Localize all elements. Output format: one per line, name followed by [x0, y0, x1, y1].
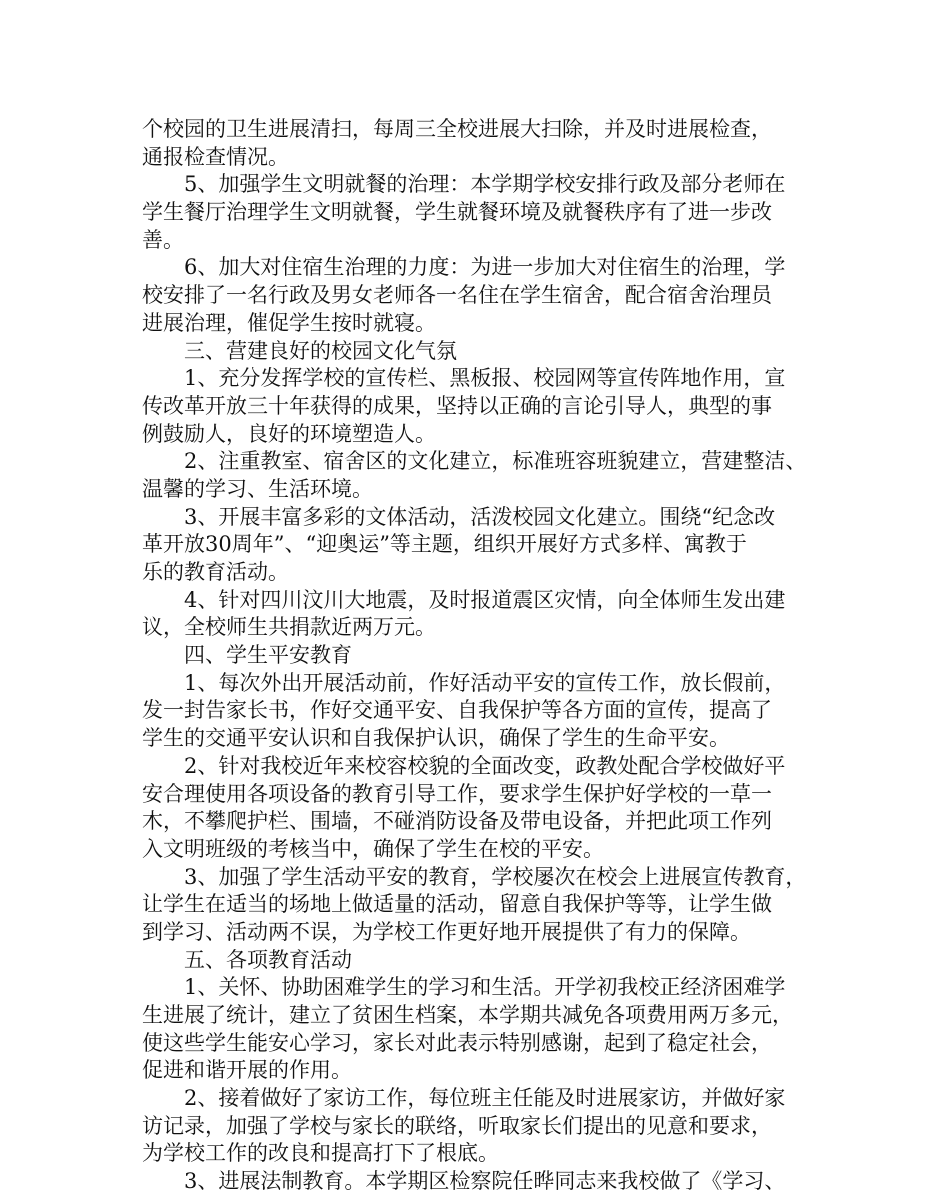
paragraph-start-line: 5、加强学生文明就餐的治理：本学期学校安排行政及部分老师在 — [184, 172, 786, 197]
text-line: 学生餐厅治理学生文明就餐，学生就餐环境及就餐秩序有了进一步改 — [142, 200, 772, 225]
text-line: 为学校工作的改良和提高打下了根底。 — [142, 1141, 499, 1166]
text-line: 促进和谐开展的作用。 — [142, 1058, 352, 1083]
text-line: 校安排了一名行政及男女老师各一名住在学生宿舍，配合宿舍治理员 — [142, 283, 772, 308]
text-line: 乐的教育活动。 — [142, 560, 289, 584]
text-line: 传改革开放三十年获得的成果，坚持以正确的言论引导人，典型的事 — [142, 393, 772, 418]
paragraph-start-line: 2、针对我校近年来校容校貌的全面改变，政教处配合学校做好平 — [184, 753, 786, 778]
text-line: 学生的交通平安认识和自我保护认识，确保了学生的生命平安。 — [142, 726, 730, 751]
text-line: 让学生在适当的场地上做适量的活动，留意自我保护等等，让学生做 — [142, 892, 772, 917]
text-line: 例鼓励人，良好的环境塑造人。 — [142, 421, 436, 446]
paragraph-start-line: 3、开展丰富多彩的文体活动，活泼校园文化建立。围绕“纪念改 — [184, 504, 776, 529]
paragraph-start-line: 五、各项教育活动 — [184, 947, 352, 972]
text-line: 个校园的卫生进展清扫，每周三全校进展大扫除，并及时进展检查， — [142, 117, 772, 141]
text-line: 发一封告家长书，作好交通平安、自我保护等各方面的宣传，提高了 — [142, 698, 772, 723]
paragraph-start-line: 四、学生平安教育 — [184, 643, 352, 668]
paragraph-start-line: 三、营建良好的校园文化气氛 — [184, 338, 457, 363]
text-line: 革开放30周年”、“迎奥运”等主题，组织开展好方式多样、寓教于 — [142, 532, 747, 557]
paragraph-start-line: 3、进展法制教育。本学期区检察院任晔同志来我校做了《学习、 — [184, 1169, 786, 1194]
text-line: 温馨的学习、生活环境。 — [142, 476, 373, 501]
text-line: 善。 — [142, 227, 184, 252]
paragraph-start-line: 1、每次外出开展活动前，作好活动平安的宣传工作，放长假前， — [184, 670, 786, 695]
paragraph-start-line: 4、针对四川汶川大地震，及时报道震区灾情，向全体师生发出建 — [184, 587, 786, 612]
paragraph-start-line: 3、加强了学生活动平安的教育，学校屡次在校会上进展宣传教育， — [184, 864, 807, 889]
paragraph-start-line: 2、注重教室、宿舍区的文化建立，标准班容班貌建立，营建整洁、 — [184, 449, 807, 474]
text-line: 进展治理，催促学生按时就寝。 — [142, 310, 436, 335]
text-line: 议，全校师生共捐款近两万元。 — [142, 615, 436, 640]
text-line: 安合理使用各项设备的教育引导工作，要求学生保护好学校的一草一 — [142, 781, 772, 806]
document-body — [142, 116, 832, 1196]
text-line: 访记录，加强了学校与家长的联络，听取家长们提出的见意和要求， — [142, 1113, 772, 1138]
text-line: 通报检查情况。 — [142, 144, 289, 169]
text-line: 到学习、活动两不误，为学校工作更好地开展提供了有力的保障。 — [142, 919, 751, 944]
paragraph-start-line: 1、关怀、协助困难学生的学习和生活。开学初我校正经济困难学 — [184, 975, 786, 1000]
text-line: 入文明班级的考核当中，确保了学生在校的平安。 — [142, 836, 604, 861]
paragraph-start-line: 6、加大对住宿生治理的力度：为进一步加大对住宿生的治理，学 — [184, 255, 786, 280]
paragraph-start-line: 2、接着做好了家访工作，每位班主任能及时进展家访，并做好家 — [184, 1086, 786, 1111]
text-line: 生进展了统计，建立了贫困生档案，本学期共减免各项费用两万多元， — [142, 1003, 793, 1027]
paragraph-start-line: 1、充分发挥学校的宣传栏、黑板报、校园网等宣传阵地作用，宣 — [184, 366, 786, 391]
text-line: 使这些学生能安心学习，家长对此表示特别感谢，起到了稳定社会， — [142, 1030, 772, 1055]
text-line: 木，不攀爬护栏、围墙，不碰消防设备及带电设备，并把此项工作列 — [142, 809, 772, 834]
